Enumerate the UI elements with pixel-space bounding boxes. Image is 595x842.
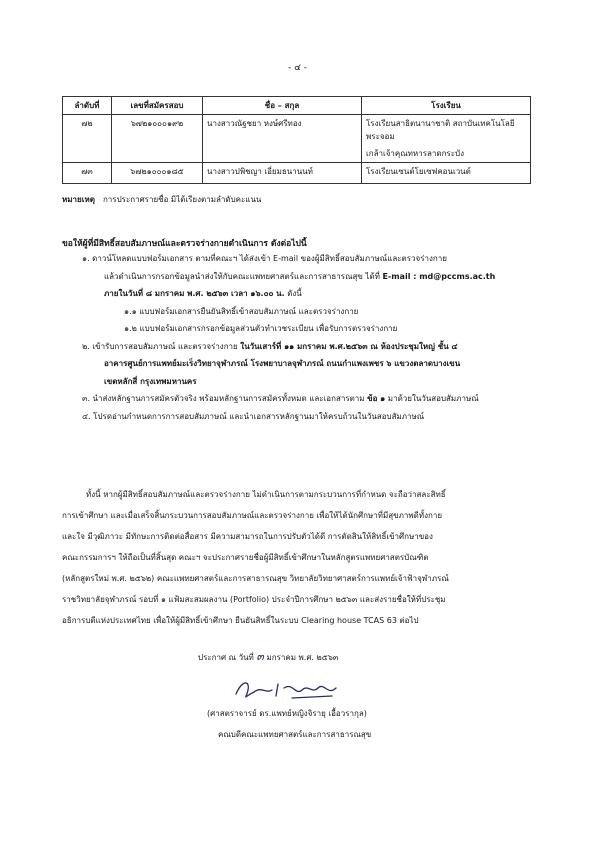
note-label: หมายเหตุ <box>62 195 95 204</box>
note <box>62 193 261 206</box>
section-title: ขอให้ผู้ที่มีสิทธิ์สอบสัมภาษณ์และตรวจร่างกายดำเนินการ ดังต่อไปนี้ <box>62 239 307 249</box>
page-number: - ๔ - <box>287 63 308 73</box>
closing-paragraph <box>62 484 536 631</box>
announcement-date: ประกาศ ณ วันที่ ๓ มกราคม พ.ศ. ๒๕๖๓ <box>198 650 339 663</box>
item-2-line-3: เขตหลักสี่ กรุงเทพมหานคร <box>104 376 197 386</box>
handwritten-day: ๓ <box>256 650 264 663</box>
signer-title: คณบดีคณะแพทยศาสตร์และการสาธารณสุข <box>218 730 372 739</box>
table-row <box>63 115 531 163</box>
item-1-line-2: แล้วดำเนินการกรอกข้อมูลนำส่งให้กับคณะแพทยศาสตร์และการสาธารณสุข ได้ที่ E-mail : md@pccms.ac.th <box>104 271 496 281</box>
note-text: การประกาศรายชื่อ มิได้เรียงตามลำดับคะแนน <box>102 195 262 204</box>
cell-no: ๗๒ <box>63 115 112 163</box>
item-1-2: ๑.๒ แบบฟอร์มเอกสารกรอกข้อมูลส่วนตัวทำเวชระเบียน เพื่อรับการตรวจร่างกาย <box>124 324 398 333</box>
col-header-application-no: เลขที่สมัครสอบ <box>112 97 203 115</box>
candidate-table <box>62 96 531 184</box>
signature <box>232 676 352 702</box>
item-1-line-1: ๑. ดาวน์โหลดแบบฟอร์มเอกสาร ตามที่คณะฯ ได้ส่งเข้า E-mail ของผู้มีสิทธิ์สอบสัมภาษณ์และตรวจร่างกาย <box>82 254 447 263</box>
cell-application-no: ๖๗๒๑๐๐๐๑๘๕ <box>112 163 203 184</box>
col-header-no: ลำดับที่ <box>63 97 112 115</box>
cell-school: โรงเรียนเซนต์โยเซฟคอนเวนต์ <box>362 163 531 184</box>
paragraph-line: (หลักสูตรใหม่ พ.ศ. ๒๕๖๒) คณะแพทยศาสตร์และการสาธารณสุข วิทยาลัยวิทยาศาสตร์การแพทย์เจ้าฟ้าจุฬาภรณ์ <box>62 574 449 583</box>
item-2-line-2: อาคารศูนย์การแพทย์มะเร็งวิทยาจุฬาภรณ์ โรงพยาบาลจุฬาภรณ์ ถนนกำแพงเพชร ๖ แขวงตลาดบางเขน <box>104 359 461 368</box>
cell-name: นางสาวปพิชญา เอี่ยมธนานนท์ <box>203 163 362 184</box>
table-row <box>63 163 531 184</box>
cell-name: นางสาวณัฐชยา หงษ์ศรีทอง <box>203 115 362 163</box>
paragraph-line: ทั้งนี้ หากผู้มีสิทธิ์สอบสัมภาษณ์และตรวจร่างกาย ไม่ดำเนินการตามกระบวนการที่กำหนด จะถือว่าสละสิทธิ์ <box>86 490 446 499</box>
cell-school <box>362 115 531 163</box>
cell-school-line-1: โรงเรียนสาธิตนานาชาติ สถาบันเทคโนโลยีพระจอม <box>366 119 515 141</box>
item-2-line-1: ๒. เข้ารับการสอบสัมภาษณ์ และตรวจร่างกาย ในวันเสาร์ที่ ๑๑ มกราคม พ.ศ.๒๕๖๓ ณ ห้องประชุมใหญ่ ชั้น ๔ <box>82 341 458 351</box>
paragraph-line: อธิการบดีแห่งประเทศไทย เพื่อให้ผู้มีสิทธิ์เข้าศึกษา ยืนยันสิทธิ์ในระบบ Clearing house TCAS 63 ต่อไป <box>62 616 419 625</box>
paragraph-line: และใจ มีวุฒิภาวะ มีทักษะการติดต่อสื่อสาร มีความสามารถในการปรับตัวได้ดี การตัดสินให้สิทธิ์เข้าศึกษาของ <box>62 532 433 541</box>
paragraph-line: การเข้าศึกษา และเมื่อเสร็จสิ้นกระบวนการสอบสัมภาษณ์และตรวจร่างกาย เพื่อให้ได้นักศึกษาที่มีสุขภาพดีทั้งกาย <box>62 511 443 520</box>
instruction-item-1 <box>62 250 546 425</box>
paragraph-line: ราชวิทยาลัยจุฬาภรณ์ รอบที่ ๑ แฟ้มสะสมผลงาน (Portfolio) ประจำปีการศึกษา ๒๕๖๓ และส่งรายชื่อให้ที่ประชุม <box>62 595 446 604</box>
table-header-row <box>63 97 531 115</box>
signer-name: (ศาสตราจารย์ ดร.แพทย์หญิงจิรายุ เอื้อวรากุล) <box>207 709 367 718</box>
interview-date: ในวันเสาร์ที่ ๑๑ มกราคม พ.ศ.๒๕๖๓ ณ ห้องประชุมใหญ่ ชั้น ๔ <box>240 341 458 351</box>
cell-application-no: ๖๗๒๑๐๐๐๑๙๒ <box>112 115 203 163</box>
contact-email: E-mail : md@pccms.ac.th <box>382 271 496 281</box>
item-4: ๔. โปรดอ่านกำหนดการการสอบสัมภาษณ์ และนำเอกสารหลักฐานมาให้ครบถ้วนในวันสอบสัมภาษณ์ <box>82 411 425 421</box>
item-3: ๓. นำส่งหลักฐานการสมัครตัวจริง พร้อมหลักฐานการสมัครทั้งหมด และเอกสารตาม ข้อ ๑ มาด้วยในวันสอบสัมภาษณ์ <box>82 394 479 403</box>
col-header-name: ชื่อ – สกุล <box>203 97 362 115</box>
item-1-1: ๑.๑ แบบฟอร์มเอกสารยืนยันสิทธิ์เข้าสอบสัมภาษณ์ และตรวจร่างกาย <box>124 306 359 316</box>
deadline-text: ภายในวันที่ ๘ มกราคม พ.ศ. ๒๕๖๓ เวลา ๑๖.๐๐ น. <box>104 289 285 298</box>
paragraph-line: คณะกรรมการฯ ให้ถือเป็นที่สิ้นสุด คณะฯ จะประกาศรายชื่อผู้มีสิทธิ์เข้าศึกษาในหลักสูตรแพทยศาสตรบัณฑิต <box>62 553 429 562</box>
item-1-line-3: ภายในวันที่ ๘ มกราคม พ.ศ. ๒๕๖๓ เวลา ๑๖.๐๐ น. ดังนี้ <box>104 289 302 298</box>
col-header-school: โรงเรียน <box>362 97 531 115</box>
cell-no: ๗๓ <box>63 163 112 184</box>
cell-school-line-2: เกล้าเจ้าคุณทหารลาดกระบัง <box>366 149 465 158</box>
